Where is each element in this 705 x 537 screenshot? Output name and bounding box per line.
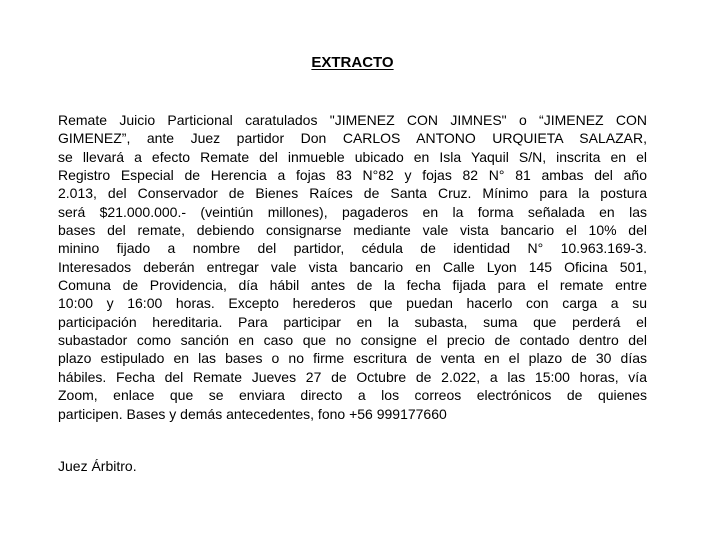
document-title: EXTRACTO bbox=[311, 54, 394, 71]
body-line: hábiles. Fecha del Remate Jueves 27 de Octubre de 2.022, a las 15:00 horas, vía bbox=[58, 368, 647, 385]
body-line: Registro Especial de Herencia a fojas 83 N°82 y fojas 82 N° 81 ambas del año bbox=[58, 167, 647, 184]
body-line: bases del remate, debiendo consignarse mediante vale vista bancario el 10% del bbox=[58, 222, 647, 239]
body-line: se llevará a efecto Remate del inmueble ubicado en Isla Yaquil S/N, inscrita en el bbox=[58, 148, 647, 165]
body-line: participación hereditaria. Para participar en la subasta, suma que perderá el bbox=[58, 313, 647, 330]
body-line: minino fijado a nombre del partidor, cédula de identidad N° 10.963.169-3. bbox=[58, 240, 647, 257]
signature-line: Juez Árbitro. bbox=[58, 458, 137, 474]
body-line: será $21.000.000.- (veintiún millones), pagaderos en la forma señalada en las bbox=[58, 203, 647, 220]
body-line: plazo estipulado en las bases o no firme escritura de venta en el plazo de 30 días bbox=[58, 350, 647, 367]
body-line: GIMENEZ”, ante Juez partidor Don CARLOS ANTONO URQUIETA SALAZAR, bbox=[58, 130, 647, 147]
body-line: Zoom, enlace que se enviara directo a los correos electrónicos de quienes bbox=[58, 387, 647, 404]
body-line: Comuna de Providencia, día hábil antes de la fecha fijada para el remate entre bbox=[58, 277, 647, 294]
body-line: 2.013, del Conservador de Bienes Raíces de Santa Cruz. Mínimo para la postura bbox=[58, 185, 647, 202]
body-line: subastador como sanción en caso que no consigne el precio de contado dentro del bbox=[58, 332, 647, 349]
body-paragraph bbox=[58, 111, 647, 423]
body-line: 10:00 y 16:00 horas. Excepto herederos que puedan hacerlo con carga a su bbox=[58, 295, 647, 312]
body-line: Remate Juicio Particional caratulados "JIMENEZ CON JIMNES" o “JIMENEZ CON bbox=[58, 112, 647, 128]
body-line: participen. Bases y demás antecedentes, fono +56 999177660 bbox=[58, 405, 447, 422]
body-line: Interesados deberán entregar vale vista bancario en Calle Lyon 145 Oficina 501, bbox=[58, 258, 647, 275]
